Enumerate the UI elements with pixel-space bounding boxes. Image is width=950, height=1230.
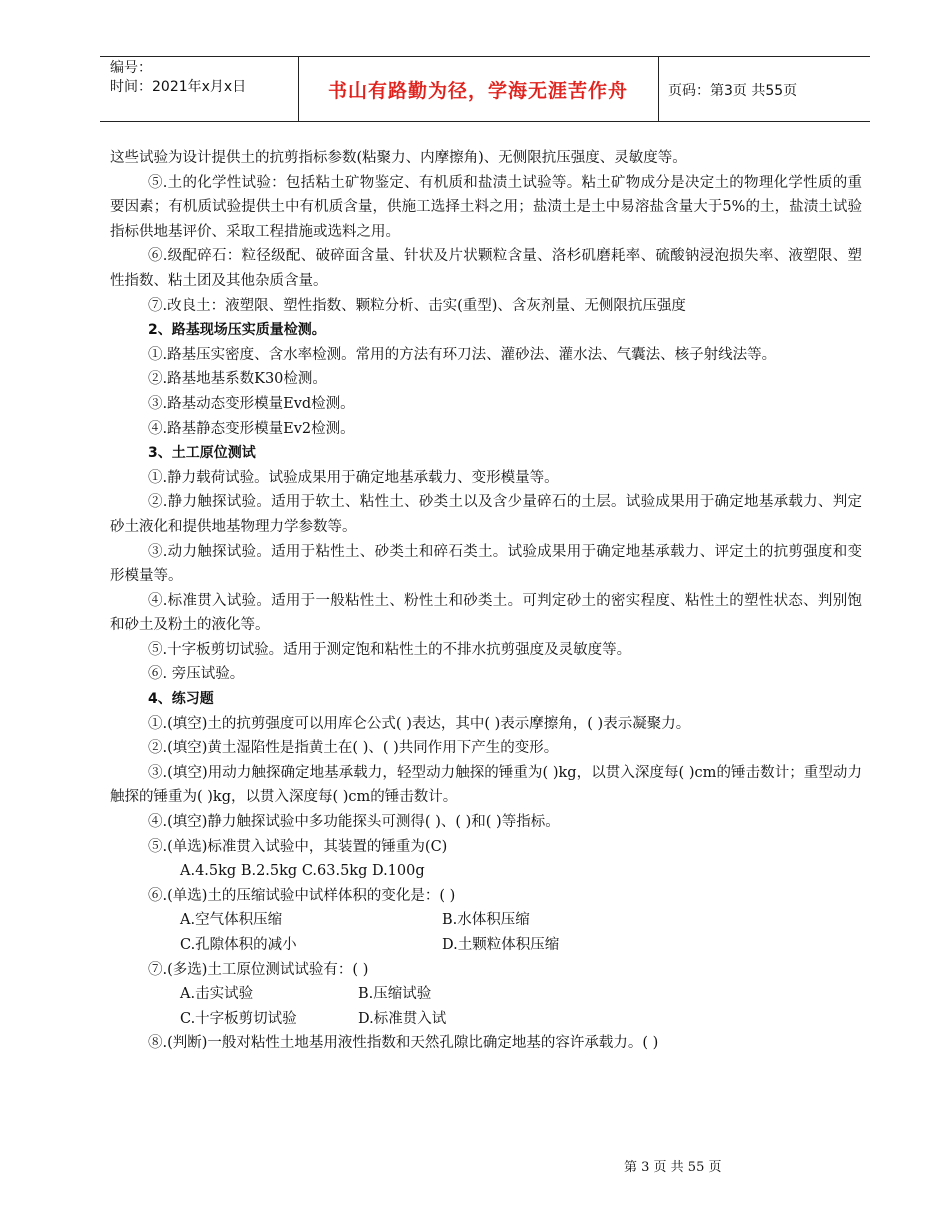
option-d: D.标准贯入试 (358, 1010, 447, 1027)
header-divider (658, 56, 659, 121)
question: ⑦.(多选)土工原位测试试验有：( ) (148, 961, 369, 978)
option-d: D.土颗粒体积压缩 (442, 937, 560, 953)
question: ①.(填空)土的抗剪强度可以用库仑公式( )表达，其中( )表示摩擦角，( )表示凝聚力。 (148, 715, 691, 732)
document-body (110, 146, 862, 1056)
paragraph: ⑤.十字板剪切试验。适用于测定饱和粘性土的不排水抗剪强度及灵敏度等。 (148, 641, 632, 658)
paragraph: 这些试验为设计提供土的抗剪指标参数(粘聚力、内摩擦角)、无侧限抗压强度、灵敏度等。 (110, 150, 687, 166)
option-b: B.压缩试验 (358, 986, 432, 1003)
header-id-label: 编号： (110, 60, 152, 76)
section-heading: 4、练习题 (148, 691, 214, 708)
paragraph: ⑤.土的化学性试验：包括粘土矿物鉴定、有机质和盐渍土试验等。粘土矿物成分是决定土的物理化学性质的重要因素；有机质试验提供土中有机质含量，供施工选择土料之用；盐渍土是土中易溶盐含量大于5%的土，盐渍土试验指标供地基评价、采取工程措施或选料之用。 (110, 174, 862, 240)
option-c: C.孔隙体积的减小 (180, 937, 297, 953)
paragraph: ⑥.级配碎石：粒径级配、破碎面含量、针状及片状颗粒含量、洛杉矶磨耗率、硫酸钠浸泡损失率、液塑限、塑性指数、粘土团及其他杂质含量。 (110, 248, 862, 289)
paragraph: ④.路基静态变形模量Ev2检测。 (148, 420, 355, 437)
paragraph: ⑥. 旁压试验。 (148, 666, 245, 683)
option-c: C.十字板剪切试验 (180, 1010, 297, 1027)
question: ⑥.(单选)土的压缩试验中试样体积的变化是：( ) (148, 887, 456, 904)
option-a: A.空气体积压缩 (180, 912, 283, 929)
option-a: A.击实试验 (180, 986, 254, 1003)
header-motto: 书山有路勤为径，学海无涯苦作舟 (327, 80, 628, 102)
footer-page-number: 第 3 页 共 55 页 (624, 1160, 722, 1175)
header-page-info: 页码：第3页 共55页 (668, 83, 798, 99)
paragraph: ③.路基动态变形模量Evd检测。 (148, 395, 355, 412)
header-meta (110, 59, 246, 97)
question-options (110, 982, 862, 1007)
paragraph: ②.静力触探试验。适用于软土、粘性土、砂类土以及含少量碎石的土层。试验成果用于确定地基承载力、判定砂土液化和提供地基物理力学参数等。 (110, 494, 862, 535)
section-heading: 2、路基现场压实质量检测。 (148, 322, 326, 339)
paragraph: ⑦.改良土：液塑限、塑性指数、颗粒分析、击实(重型)、含灰剂量、无侧限抗压强度 (148, 297, 686, 314)
paragraph: ③.动力触探试验。适用于粘性土、砂类土和碎石类土。试验成果用于确定地基承载力、评定土的抗剪强度和变形模量等。 (110, 543, 862, 585)
section-heading: 3、土工原位测试 (148, 445, 256, 462)
paragraph: ①.静力载荷试验。试验成果用于确定地基承载力、变形模量等。 (148, 469, 559, 486)
paragraph: ①.路基压实密度、含水率检测。常用的方法有环刀法、灌砂法、灌水法、气囊法、核子射线法等。 (148, 346, 777, 363)
header-bottom-rule (100, 121, 870, 122)
option-b: B.水体积压缩 (442, 912, 530, 929)
question-options: A.4.5kg B.2.5kg C.63.5kg D.100g (180, 863, 425, 880)
header-time: 时间：2021年x月x日 (110, 79, 247, 95)
question: ⑤.(单选)标准贯入试验中，其装置的锤重为(C) (148, 838, 448, 855)
question-options (110, 1007, 862, 1032)
question: ②.(填空)黄土湿陷性是指黄土在( )、( )共同作用下产生的变形。 (148, 740, 559, 757)
question-options (110, 933, 862, 958)
paragraph: ④.标准贯入试验。适用于一般粘性土、粉性土和砂类土。可判定砂土的密实程度、粘性土的塑性状态、判别饱和砂土及粉土的液化等。 (110, 592, 862, 634)
question: ⑧.(判断)一般对粘性土地基用液性指数和天然孔隙比确定地基的容许承载力。( ) (148, 1035, 659, 1052)
paragraph: ②.路基地基系数K30检测。 (148, 371, 327, 388)
question: ③.(填空)用动力触探确定地基承载力，轻型动力触探的锤重为( )kg，以贯入深度每( )cm的锤击数计；重型动力触探的锤重为( )kg，以贯入深度每( )cm的锤击数计。 (110, 764, 862, 806)
question: ④.(填空)静力触探试验中多功能探头可测得( )、( )和( )等指标。 (148, 814, 560, 831)
header-top-rule (100, 56, 870, 57)
question-options (110, 908, 862, 933)
